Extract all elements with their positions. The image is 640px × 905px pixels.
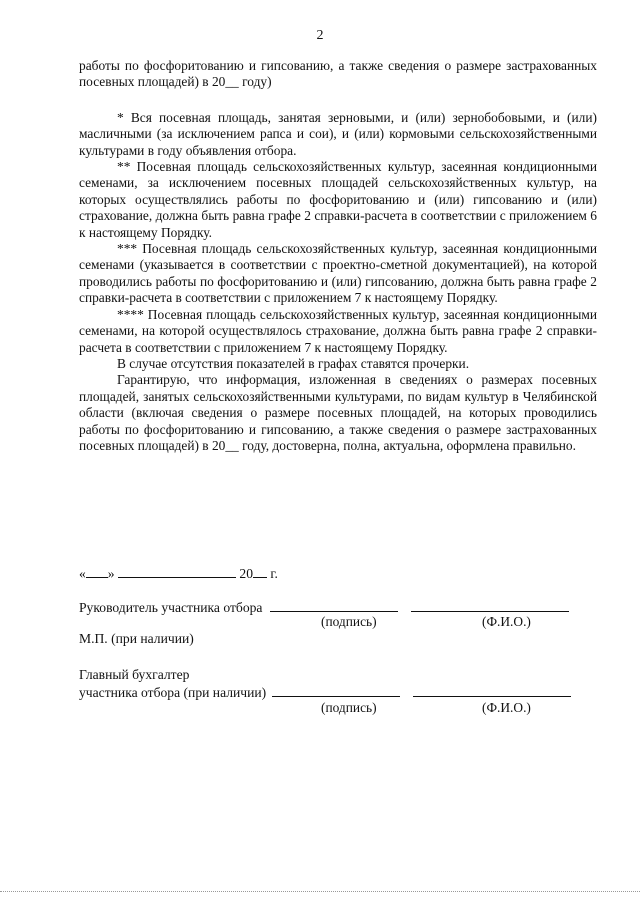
footnote-4: **** Посевная площадь сельскохозяйственных культур, засеянная кондиционными семенами, на которой осуществлялось страхование, должна быть равна графе 2 справки-расчета в соответствии с приложением 7 к настоящему Порядку. [79, 306, 597, 355]
day-blank [86, 564, 108, 578]
footnote-2: ** Посевная площадь сельскохозяйственных культур, засеянная кондиционными семенами, за исключением посевных площадей сельскохозяйственных культур, на которых осуществлялись работы по фосфоритованию и (или) гипсованию и (или) страхование, должна быть равна графе 2 справки-расчета в соответствии с приложением 6 к настоящему Порядку. [79, 159, 597, 240]
guarantee-paragraph: Гарантирую, что информация, изложенная в сведениях о размерах посевных площадей, занятых сельскохозяйственными культурами, по видам культур в Челябинской области (включая сведения о размере посевных площадей, на которых проводились работы по фосфоритованию и гипсованию, а также сведения о размере застрахованных посевных площадей) в 20__ году, достоверна, полна, актуальна, оформлена правильно. [79, 372, 597, 453]
head-signature-line [270, 598, 398, 612]
head-label: Руководитель участника отбора [79, 600, 263, 615]
paragraph-continuation: работы по фосфоритованию и гипсованию, а также сведения о размере застрахованных посевных площадей) в 20__ году) [79, 58, 597, 90]
document-body [79, 58, 597, 454]
stamp-label: М.П. (при наличии) [79, 631, 194, 646]
head-signature-caption: (подпись) [321, 614, 377, 629]
bottom-edge [0, 891, 640, 892]
year-suffix: г. [267, 566, 278, 581]
accountant-signature-row [79, 683, 619, 701]
year-blank [253, 564, 267, 578]
head-name-caption: (Ф.И.О.) [482, 614, 531, 629]
date-close-quote: » [107, 566, 115, 581]
page-number: 2 [316, 28, 324, 43]
footnote-1: * Вся посевная площадь, занятая зерновыми, и (или) зернобобовыми, и (или) масличными (за исключением рапса и сои), и (или) кормовыми сельскохозяйственными культурами в году объявления отбора. [79, 109, 597, 158]
accountant-signature-line [272, 683, 400, 697]
accountant-signature-caption: (подпись) [321, 700, 377, 715]
date-line [79, 564, 278, 582]
head-name-line [411, 598, 569, 612]
date-open-quote: « [79, 566, 86, 581]
accountant-label-2: участника отбора (при наличии) [79, 685, 267, 700]
year-prefix: 20 [239, 566, 253, 581]
month-blank [118, 564, 236, 578]
accountant-name-caption: (Ф.И.О.) [482, 700, 531, 715]
footnote-3: *** Посевная площадь сельскохозяйственных культур, засеянная кондиционными семенами (указывается в соответствии с проектно-сметной документацией), на которой проводились работы по фосфоритованию и (или) гипсованию, должна быть равна графе 2 справки-расчета в соответствии с приложением 7 к настоящему Порядку. [79, 241, 597, 306]
accountant-name-line [413, 683, 571, 697]
accountant-label-1: Главный бухгалтер [79, 667, 190, 682]
dash-note: В случае отсутствия показателей в графах ставятся прочерки. [117, 355, 470, 371]
